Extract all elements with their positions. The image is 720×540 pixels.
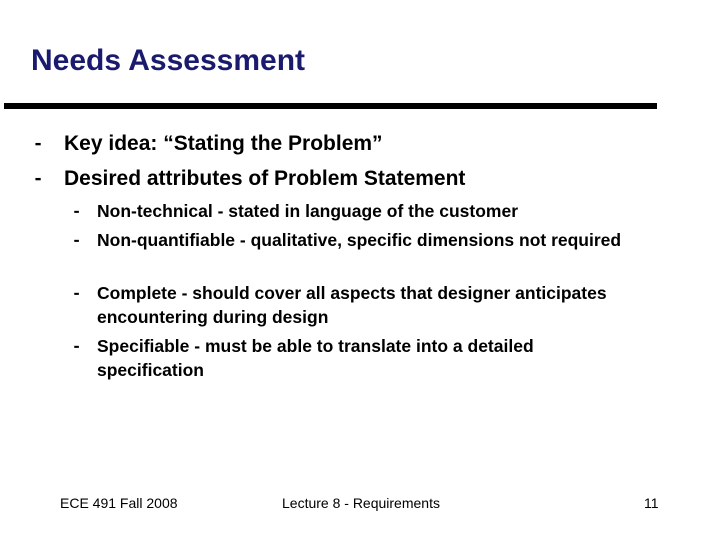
bullet-icon: ⁃ xyxy=(73,233,80,249)
bullet-icon: ⁃ xyxy=(73,204,80,220)
bullet-text: Key idea: “Stating the Problem” xyxy=(64,132,383,155)
title-rule xyxy=(4,103,657,109)
sub-bullet-text: Complete - should cover all aspects that designer anticipates encountering during design xyxy=(97,283,607,327)
footer-page-number: 11 xyxy=(644,495,659,511)
sub-bullet-text: Specifiable - must be able to translate into a detailed specification xyxy=(97,336,534,380)
bullet-text: Desired attributes of Problem Statement xyxy=(64,167,466,190)
bullet-icon: ⁃ xyxy=(73,339,80,355)
sub-bullet-text: Non-technical - stated in language of the customer xyxy=(97,201,519,221)
sub-bullet-text: Non-quantifiable - qualitative, specific dimensions not required xyxy=(97,230,622,250)
bullet-icon: ⁃ xyxy=(34,137,42,154)
bullet-icon: ⁃ xyxy=(34,172,42,189)
footer-course: ECE 491 Fall 2008 xyxy=(60,495,178,511)
footer-lecture: Lecture 8 - Requirements xyxy=(282,495,440,511)
slide-title: Needs Assessment xyxy=(31,44,306,77)
bullet-icon: ⁃ xyxy=(73,286,80,302)
